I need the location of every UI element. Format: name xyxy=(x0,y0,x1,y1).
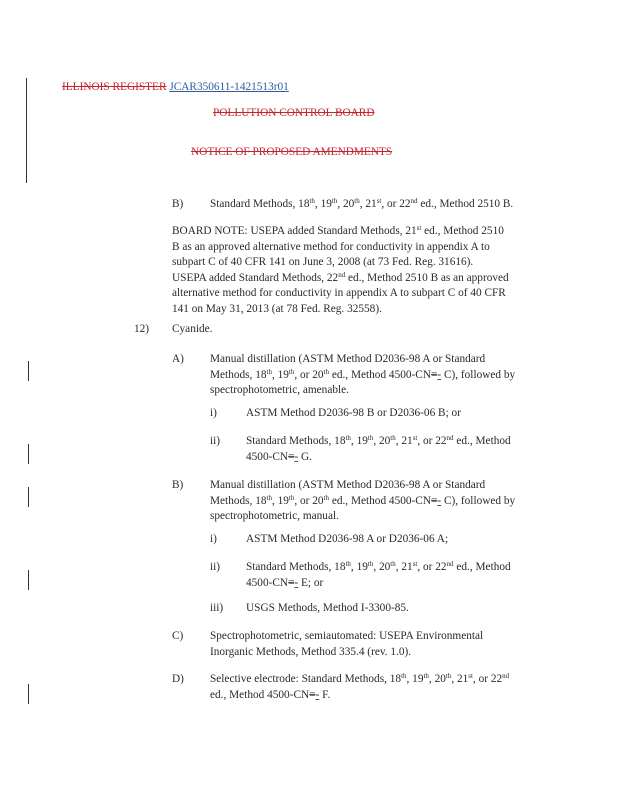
item-a-ii-text: Standard Methods, 18th, 19th, 20th, 21st, or 22nd ed., Method 4500-CN=- G. xyxy=(246,434,511,463)
change-bar xyxy=(26,78,27,183)
item-b2-ii-label: ii) xyxy=(210,561,221,573)
doc-id: JCAR350611-1421513r01 xyxy=(169,81,289,93)
register-title: ILLINOIS REGISTER xyxy=(62,81,167,93)
item-12-title: Cyanide. xyxy=(172,323,213,335)
item-b2-ii-text: Standard Methods, 18th, 19th, 20th, 21st, or 22nd ed., Method 4500-CN=- E; or xyxy=(246,560,511,589)
item-a-label: A) xyxy=(172,353,184,365)
register-header xyxy=(62,80,289,96)
item-b2-iii-label: iii) xyxy=(210,602,224,614)
item-a-i-label: i) xyxy=(210,407,217,419)
board-title: POLLUTION CONTROL BOARD xyxy=(213,107,375,119)
notice-title: NOTICE OF PROPOSED AMENDMENTS xyxy=(191,146,393,158)
item-12-label: 12) xyxy=(134,323,150,335)
item-a-ii-label: ii) xyxy=(210,435,221,447)
item-b2-iii-text: USGS Methods, Method I-3300-85. xyxy=(246,602,409,614)
item-a-i-text: ASTM Method D2036-98 B or D2036-06 B; or xyxy=(246,407,461,419)
item-b-text: Standard Methods, 18th, 19th, 20th, 21st, or 22nd ed., Method 2510 B. xyxy=(210,197,514,210)
change-bar xyxy=(28,487,29,507)
item-b2-label: B) xyxy=(172,479,184,491)
item-c-text: Spectrophotometric, semiautomated: USEPA Environmental Inorganic Methods, Method 335.4 (rev. 1.0). xyxy=(210,630,484,658)
change-bar xyxy=(28,684,29,704)
item-d-text: Selective electrode: Standard Methods, 18th, 19th, 20th, 21st, or 22nd ed., Method 4500-CN=- F. xyxy=(210,672,510,701)
item-c-label: C) xyxy=(172,630,184,642)
change-bar xyxy=(28,361,29,381)
item-b2-i-text: ASTM Method D2036-98 A or D2036-06 A; xyxy=(246,533,449,545)
board-note: BOARD NOTE: USEPA added Standard Methods, 21st ed., Method 2510 B as an approved alternative method for conductivity in appendix A to subpart C of 40 CFR 141 on June 3, 2008 (at 73 Fed. Reg. 31616). USEPA added Standard Methods, 22nd ed., Method 2510 B as an approved alternative method for conductivity in appendix A to subpart C of 40 CFR 141 on May 31, 2013 (at 78 Fed. Reg. 32558). xyxy=(172,224,509,315)
item-d-label: D) xyxy=(172,673,184,685)
item-b2-text: Manual distillation (ASTM Method D2036-98 A or Standard Methods, 18th, 19th, or 20th ed., Method 4500-CN=- C), followed by spectrophotometric, manual. xyxy=(210,479,516,522)
item-a-text: Manual distillation (ASTM Method D2036-98 A or Standard Methods, 18th, 19th, or 20th ed., Method 4500-CN=- C), followed by spectrophotometric, amenable. xyxy=(210,353,516,396)
item-b-label: B) xyxy=(172,198,184,210)
item-b2-i-label: i) xyxy=(210,533,217,545)
change-bar xyxy=(28,570,29,590)
change-bar xyxy=(28,444,29,464)
